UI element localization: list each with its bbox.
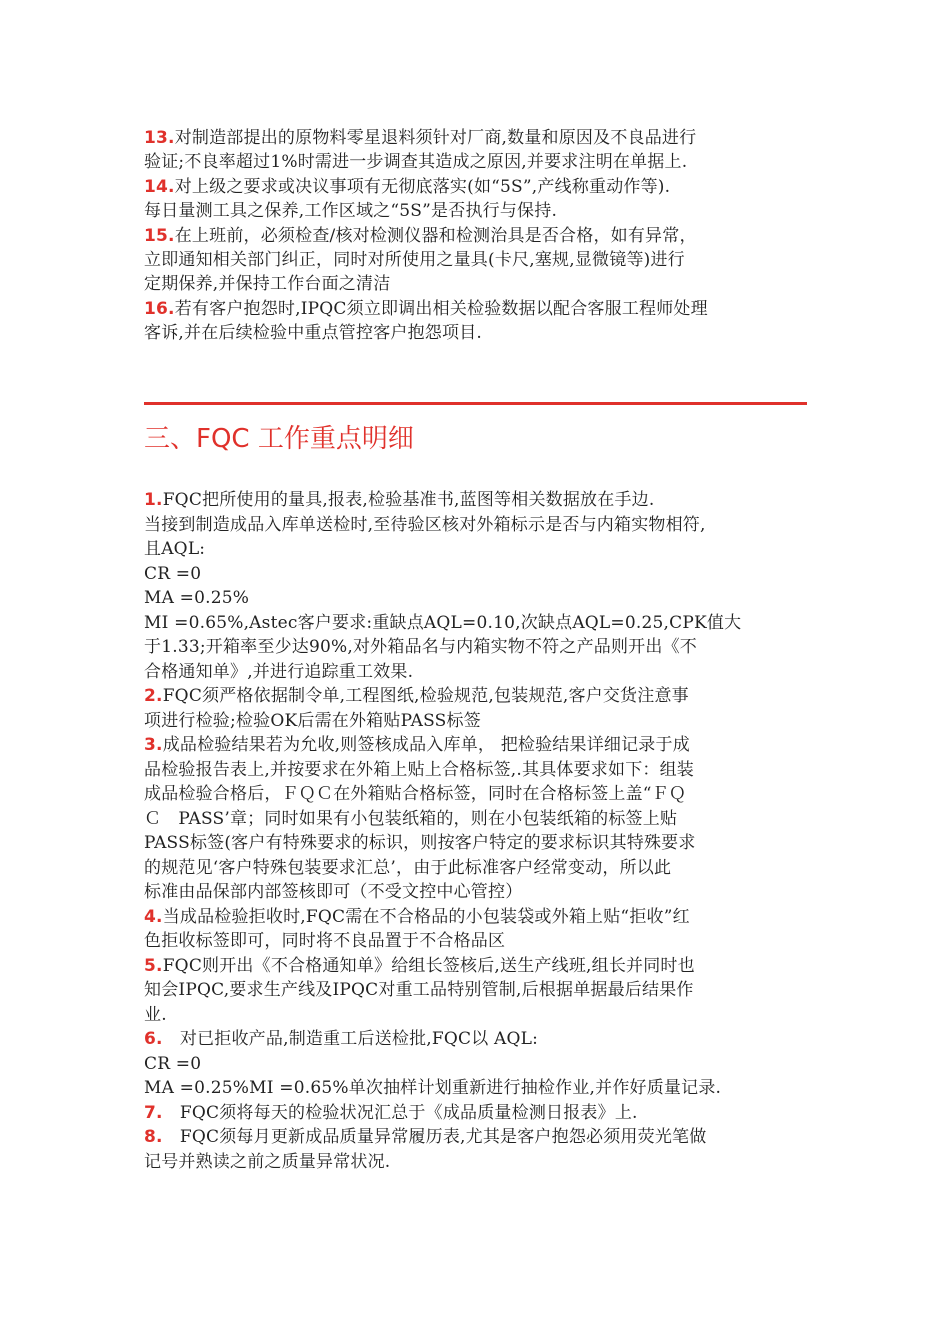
item-number: 6.: [144, 1029, 163, 1049]
text-line: [144, 562, 810, 587]
item-text: 品检验报告表上,并按要求在外箱上贴上合格标签,.其具体要求如下：组装: [144, 759, 695, 780]
item-text: 记号并熟读之前之质量异常状况.: [144, 1151, 391, 1172]
item-text: FQC须严格依据制令单,工程图纸,检验规范,包装规范,客户交货注意事: [162, 686, 689, 706]
list-item: [144, 684, 810, 733]
text-line: [144, 709, 810, 734]
list-item: [144, 1027, 810, 1101]
item-text: 成品检验结果若为允收,则签核成品入库单， 把检验结果详细记录于成: [162, 735, 690, 755]
text-line: [144, 611, 810, 636]
text-line: [144, 1150, 810, 1175]
text-line: [144, 684, 810, 709]
text-line: [144, 880, 810, 905]
item-text: 的规范见‘客户特殊包装要求汇总’，由于此标准客户经常变动，所以此: [144, 857, 672, 878]
text-line: [144, 733, 810, 758]
section-divider: [144, 402, 807, 405]
list-item: [144, 1101, 810, 1126]
item-text: 且AQL:: [144, 539, 206, 559]
item-text: 对已拒收产品,制造重工后送检批,FQC以 AQL:: [162, 1029, 539, 1049]
text-line: [144, 1003, 810, 1028]
item-text: 验证;不良率超过1%时需进一步调查其造成之原因,并要求注明在单据上.: [144, 152, 688, 173]
text-line: [144, 321, 810, 345]
item-text: MA =0.25%MI =0.65%单次抽样计划重新进行抽检作业,并作好质量记录.: [144, 1078, 722, 1098]
text-line: [144, 199, 810, 223]
ipqc-items-continued: [144, 126, 810, 346]
item-text: FQC则开出《不合格通知单》给组长签核后,送生产线班,组长并同时也: [162, 955, 695, 976]
list-item: [144, 297, 810, 346]
text-line: [144, 807, 810, 832]
text-line: [144, 635, 810, 660]
text-line: [144, 831, 810, 856]
item-number: 3.: [144, 735, 163, 755]
item-text: 色拒收标签即可，同时将不良品置于不合格品区: [144, 931, 506, 951]
list-item: [144, 126, 810, 175]
text-line: [144, 488, 810, 513]
text-line: [144, 1076, 810, 1101]
item-text: FQC须每月更新成品质量异常履历表,尤其是客户抱怨必须用荧光笔做: [162, 1127, 707, 1147]
item-number: 5.: [144, 955, 163, 976]
item-text: 当接到制造成品入库单送检时,至待验区核对外箱标示是否与内箱实物相符,: [144, 514, 706, 535]
item-text: FQC须将每天的检验状况汇总于《成品质量检测日报表》上.: [162, 1102, 638, 1123]
list-item: [144, 905, 810, 954]
item-number: 13.: [144, 128, 175, 148]
text-line: [144, 954, 810, 979]
item-text: 业.: [144, 1004, 167, 1025]
item-text: 成品检验合格后，ＦＱＣ在外箱贴合格标签，同时在合格标签上盖“ＦＱ: [144, 784, 687, 804]
item-text: FQC把所使用的量具,报表,检验基准书,蓝图等相关数据放在手边.: [162, 490, 655, 510]
item-text: 当成品检验拒收时,FQC需在不合格品的小包装袋或外箱上贴“拒收”红: [162, 906, 690, 927]
text-line: [144, 248, 810, 272]
text-line: [144, 224, 810, 248]
item-number: 1.: [144, 490, 163, 510]
item-text: 客诉,并在后续检验中重点管控客户抱怨项目.: [144, 323, 483, 344]
text-line: [144, 856, 810, 881]
item-text: 对制造部提出的原物料零星退料须针对厂商,数量和原因及不良品进行: [174, 128, 697, 148]
item-number: 15.: [144, 225, 175, 246]
text-line: [144, 1125, 810, 1150]
text-line: [144, 978, 810, 1003]
text-line: [144, 537, 810, 562]
list-item: [144, 175, 810, 224]
item-text: CR =0: [144, 1053, 202, 1074]
list-item: [144, 733, 810, 905]
list-item: [144, 1125, 810, 1174]
text-line: [144, 150, 810, 174]
item-number: 16.: [144, 298, 175, 319]
item-number: 14.: [144, 176, 175, 197]
item-text: 标准由品保部内部签核即可（不受文控中心管控）: [144, 882, 523, 902]
item-text: 项进行检验;检验OK后需在外箱贴PASS标签: [144, 710, 481, 731]
item-text: 合格通知单》,并进行追踪重工效果.: [144, 661, 414, 682]
item-text: 知会IPQC,要求生产线及IPQC对重工品特别管制,后根据单据最后结果作: [144, 980, 694, 1000]
text-line: [144, 1027, 810, 1052]
text-line: [144, 929, 810, 954]
list-item: [144, 224, 810, 297]
list-item: [144, 954, 810, 1028]
item-number: 4.: [144, 906, 163, 927]
text-line: [144, 272, 810, 296]
text-line: [144, 586, 810, 611]
item-text: PASS标签(客户有特殊要求的标识，则按客户特定的要求标识其特殊要求: [144, 833, 696, 853]
text-line: [144, 1052, 810, 1077]
item-text: Ｃ PASS’章；同时如果有小包装纸箱的，则在小包装纸箱的标签上贴: [144, 808, 678, 829]
item-text: 每日量测工具之保养,工作区域之“5S”是否执行与保持.: [144, 201, 558, 222]
item-text: MA =0.25%: [144, 588, 250, 608]
section-heading: 三、FQC 工作重点明细: [144, 424, 414, 454]
item-text: 对上级之要求或决议事项有无彻底落实(如“5S”,产线称重动作等).: [174, 176, 671, 197]
fqc-items: [144, 488, 810, 1174]
item-text: 于1.33;开箱率至少达90%,对外箱品名与内箱实物不符之产品则开出《不: [144, 637, 697, 657]
text-line: [144, 513, 810, 538]
item-text: 立即通知相关部门纠正，同时对所使用之量具(卡尺,塞规,显微镜等)进行: [144, 250, 685, 271]
item-number: 2.: [144, 686, 163, 706]
text-line: [144, 1101, 810, 1126]
text-line: [144, 905, 810, 930]
item-text: CR =0: [144, 563, 202, 584]
text-line: [144, 758, 810, 783]
item-text: 定期保养,并保持工作台面之清洁: [144, 274, 391, 295]
item-number: 7.: [144, 1102, 163, 1123]
item-text: 若有客户抱怨时,IPQC须立即调出相关检验数据以配合客服工程师处理: [174, 298, 708, 319]
item-text: MI =0.65%,Astec客户要求:重缺点AQL=0.10,次缺点AQL=0.25,CPK值大: [144, 612, 742, 633]
list-item: [144, 488, 810, 684]
text-line: [144, 782, 810, 807]
text-line: [144, 297, 810, 321]
text-line: [144, 126, 810, 150]
text-line: [144, 175, 810, 199]
item-number: 8.: [144, 1127, 163, 1147]
text-line: [144, 660, 810, 685]
item-text: 在上班前，必须检查/核对检测仪器和检测治具是否合格，如有异常，: [174, 225, 697, 246]
